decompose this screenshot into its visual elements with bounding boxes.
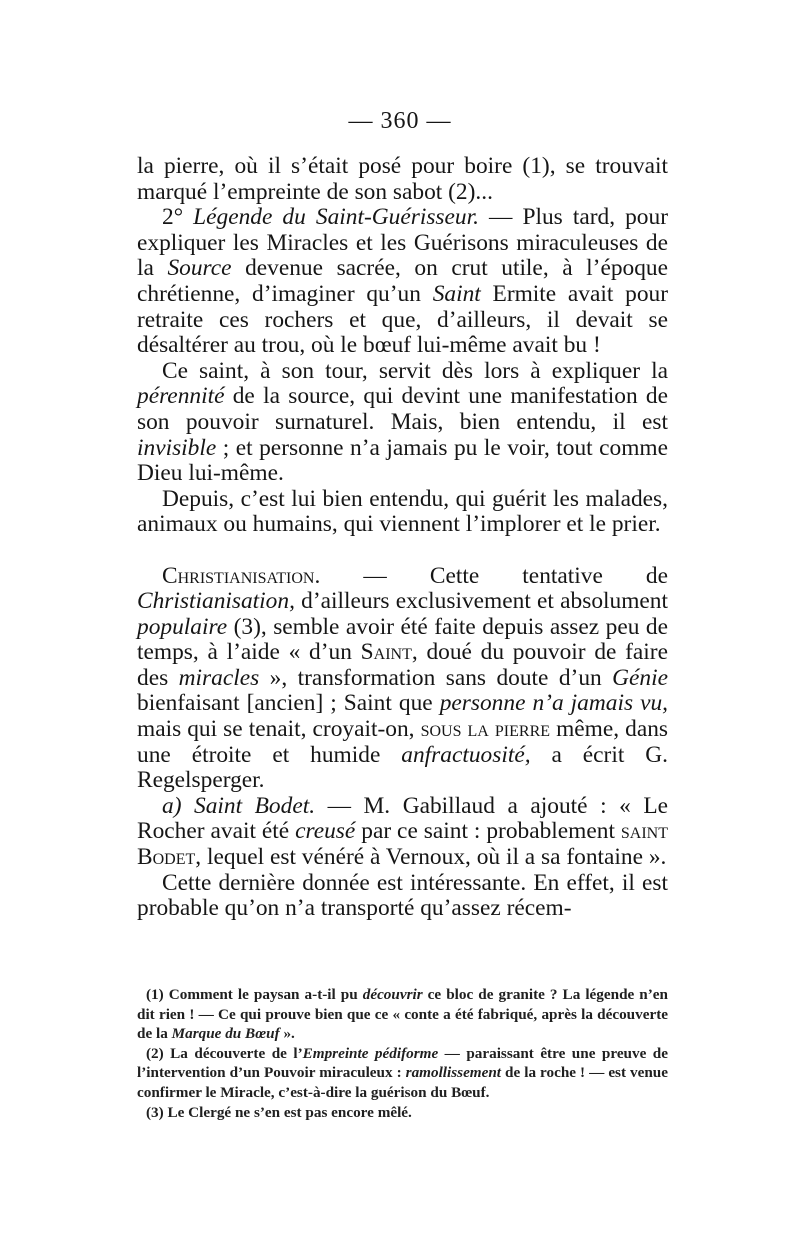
italic-run: Empreinte pédiforme — [302, 1044, 439, 1062]
paragraph — [137, 871, 668, 922]
paragraph — [137, 205, 668, 359]
paragraph — [137, 359, 668, 487]
paragraph — [137, 564, 668, 794]
italic-run: Marque du Bœuf — [171, 1025, 280, 1043]
text-run: — paraissant être une preuve de l’intervention d’un Pouvoir miraculeux : — [137, 1044, 668, 1082]
paragraph — [137, 487, 668, 538]
text-run: Cette dernière donnée est intéressante. En effet, il est probable qu’on n’a transporté qu’assez récem- — [137, 869, 668, 922]
italic-run: creusé — [295, 818, 356, 845]
text-run: Depuis, c’est lui bien entendu, qui guérit les malades, animaux ou humains, qui viennent l’implorer et le prier. — [137, 485, 668, 538]
text-run: Ce saint, à son tour, servit dès lors à expliquer la — [162, 357, 668, 384]
paragraph — [137, 794, 668, 871]
italic-run: Saint — [432, 280, 481, 307]
text-run: (3), semble avoir été faite depuis assez peu de temps, à l’aide « d’un — [137, 613, 668, 666]
italic-run: personne n’a jamais vu, — [439, 690, 669, 717]
footnote — [137, 1044, 668, 1103]
text-run: ; et personne n’a jamais pu le voir, tout comme Dieu lui-même. — [137, 434, 668, 487]
text-run: (2) La découverte de l’ — [146, 1044, 303, 1062]
main-text — [137, 154, 668, 922]
small-caps-run: saint Bodet — [137, 818, 668, 871]
text-run: — Cette tentative de — [320, 562, 668, 589]
section-heading: Christianisation. — [162, 562, 321, 589]
text-run: devenue sacrée, on crut utile, à l’époque chrétienne, d’imaginer qu’un — [137, 255, 668, 307]
italic-run: Source — [167, 255, 232, 282]
text-run: Ermite avait pour retraite ces rochers et que, d’ailleurs, il devait se désaltérer au trou, où le bœuf lui-même avait bu ! — [137, 280, 669, 359]
text-run: d’ailleurs exclusivement et absolument — [294, 588, 668, 615]
italic-run: miracles — [178, 664, 260, 691]
text-run: (3) Le Clergé ne s’en est pas encore mêlé. — [146, 1103, 412, 1121]
footnote — [137, 985, 668, 1044]
italic-run: a) Saint Bodet. — [162, 792, 316, 819]
text-run: , lequel est vénéré à Vernoux, où il a sa fontaine ». — [195, 844, 667, 871]
text-run: , doué du pouvoir de faire des — [137, 639, 668, 691]
small-caps-run: Saint — [360, 639, 412, 666]
text-run: mais qui se tenait, croyait-on, — [137, 716, 421, 743]
section-number: 2° — [162, 204, 184, 231]
footnotes — [137, 985, 668, 1122]
italic-run: pérennité — [137, 383, 225, 410]
section-title: Légende du Saint-Guérisseur. — [193, 204, 479, 231]
text-run: même, dans une étroite et humide — [137, 716, 669, 768]
italic-run: ramollissement — [405, 1064, 502, 1082]
text-run: de la source, qui devint une manifestation de son pouvoir surnaturel. Mais, bien entendu, il est — [137, 383, 668, 435]
text-run: a écrit G. Regelsperger. — [137, 741, 669, 794]
text-run: », transformation sans doute d’un — [259, 664, 613, 691]
text-run: bienfaisant [ancien] ; Saint que — [137, 690, 440, 717]
text-run: la pierre, où il s’était posé pour boire (1), se trouvait marqué l’empreinte de son sabot (2)... — [137, 153, 668, 205]
italic-run: populaire — [137, 613, 228, 640]
page-number: — 360 — — [348, 108, 452, 134]
text-run: — Plus tard, pour expliquer les Miracles et les Guérisons miraculeuses de la — [137, 204, 668, 282]
text-run: ce bloc de granite ? La légende n’en dit rien ! — Ce qui prouve bien que ce « conte a été fabriqué, après la découverte de la — [137, 986, 668, 1043]
italic-run: invisible — [137, 434, 217, 461]
text-run: (1) Comment le paysan a-t-il pu — [146, 986, 363, 1003]
small-caps-run: sous la pierre — [420, 716, 551, 743]
italic-run: Génie — [612, 664, 669, 691]
italic-run: découvrir — [362, 986, 423, 1003]
text-run: par ce saint : probablement — [355, 818, 621, 845]
text-run: — M. Gabillaud a ajouté : « Le Rocher avait été — [137, 792, 668, 845]
paragraph — [137, 154, 668, 205]
text-run: de la roche ! — est venue confirmer le Miracle, c’est-à-dire la guérison du Bœuf. — [137, 1064, 668, 1101]
footnote — [137, 1103, 668, 1123]
italic-run: Christianisation, — [137, 588, 295, 615]
italic-run: anfractuosité, — [401, 741, 531, 768]
text-run: ». — [279, 1025, 295, 1043]
